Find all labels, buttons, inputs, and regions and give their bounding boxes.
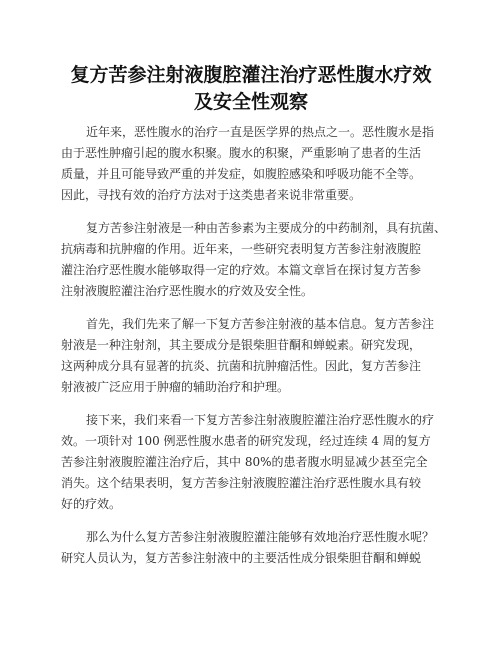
paragraph-line: 这两种成分具有显著的抗炎、抗菌和抗肿瘤活性。因此，复方苦参注 — [61, 359, 422, 373]
paragraph-line: 因此，寻找有效的治疗方法对于这类患者来说非常重要。 — [61, 188, 362, 202]
paragraph-line: 由于恶性肿瘤引起的腹水积聚。腹水的积聚，严重影响了患者的生活 — [61, 146, 422, 160]
paragraph-line: 那么为什么复方苦参注射液腹腔灌注能够有效地治疗恶性腹水呢？ — [86, 530, 435, 544]
paragraph-line: 研究人员认为，复方苦参注射液中的主要活性成分银柴胆苷酮和蝉蜕 — [61, 551, 422, 565]
paragraph-line: 注射液腹腔灌注治疗恶性腹水的疗效及安全性。 — [61, 284, 314, 298]
paragraph-line: 接下来，我们来看一下复方苦参注射液腹腔灌注治疗恶性腹水的疗 — [86, 413, 435, 427]
paragraph-line: 消失。这个结果表明，复方苦参注射液腹腔灌注治疗恶性腹水具有较 — [61, 476, 422, 490]
paragraph-line: 质量，并且可能导致严重的并发症，如腹腔感染和呼吸功能不全等。 — [61, 167, 422, 181]
paragraph-line: 复方苦参注射液是一种由苦参素为主要成分的中药制剂，具有抗菌、 — [86, 221, 447, 235]
paragraph-line: 效。一项针对 100 例恶性腹水患者的研究发现，经过连续 4 周的复方 — [61, 434, 431, 448]
paragraph-line: 抗病毒和抗肿瘤的作用。近年来，一些研究表明复方苦参注射液腹腔 — [61, 242, 422, 256]
paragraph-line: 首先，我们先来了解一下复方苦参注射液的基本信息。复方苦参注 — [86, 317, 435, 331]
paragraph-line: 好的疗效。 — [61, 497, 122, 511]
paragraph-line: 灌注治疗恶性腹水能够取得一定的疗效。本篇文章旨在探讨复方苦参 — [61, 263, 422, 277]
paragraph-line: 近年来，恶性腹水的治疗一直是医学界的热点之一。恶性腹水是指 — [86, 125, 435, 139]
document-title-line-2: 及安全性观察 — [193, 91, 308, 113]
paragraph-line: 射液是一种注射剂，其主要成分是银柴胆苷酮和蝉蜕素。研究发现， — [61, 338, 422, 352]
document-title-line-1: 复方苦参注射液腹腔灌注治疗恶性腹水疗效 — [70, 64, 432, 86]
paragraph-line: 射液被广泛应用于肿瘤的辅助治疗和护理。 — [61, 380, 290, 394]
paragraph-line: 苦参注射液腹腔灌注治疗后，其中 80%的患者腹水明显减少甚至完全 — [61, 455, 428, 469]
